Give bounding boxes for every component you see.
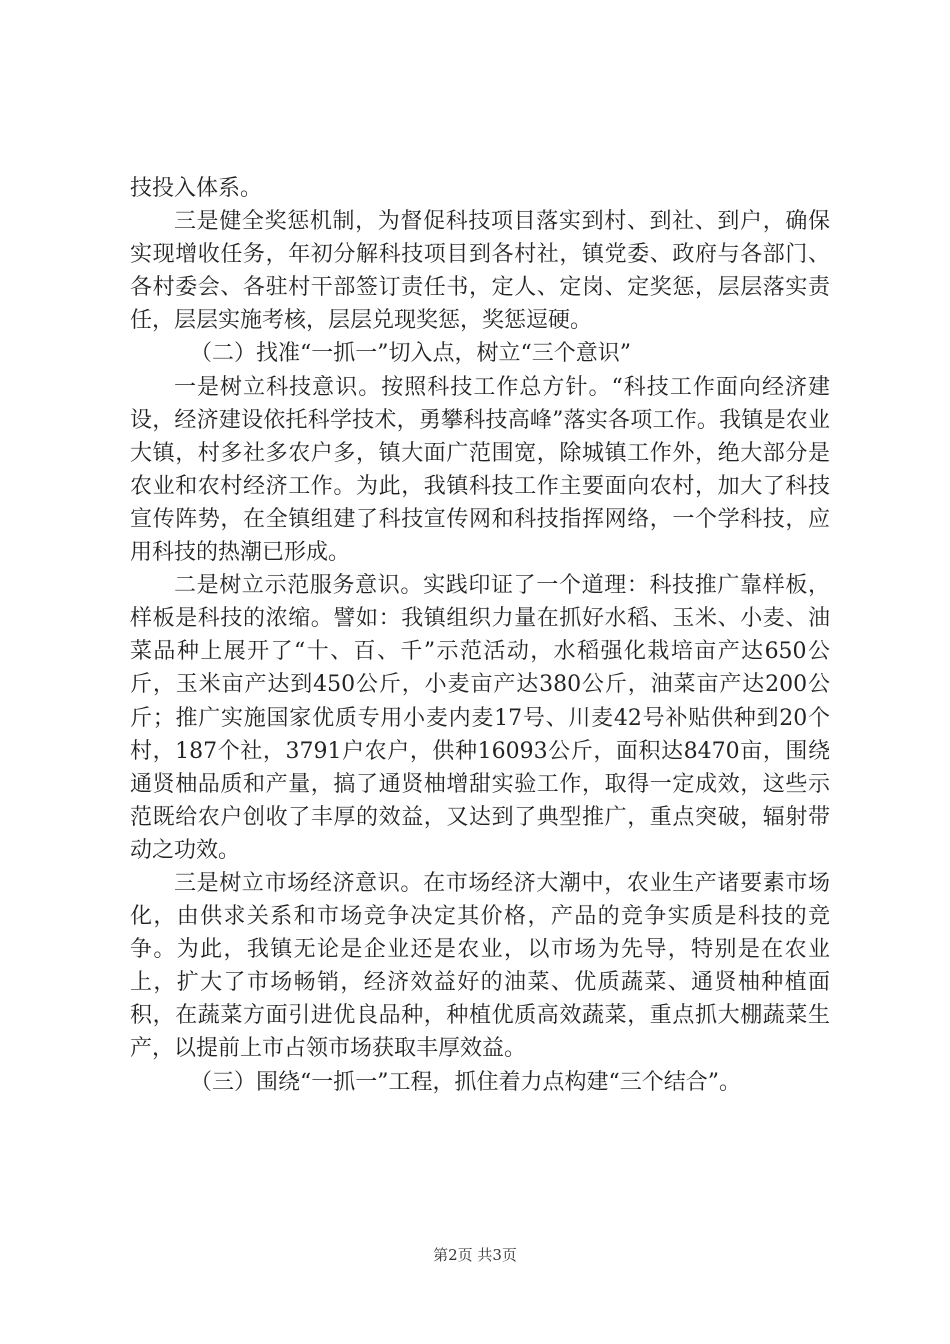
paragraph-market-economy: 三是树立市场经济意识。在市场经济大潮中，农业生产诸要素市场化，由供求关系和市场竞争决定其价格，产品的竞争实质是科技的竞争。为此，我镇无论是企业还是农业，以市场为先导，特别是在农业上，扩大了市场畅销，经济效益好的油菜、优质蔬菜、通贤柚种植面积，在蔬菜方面引进优良品种，种植优质高效蔬菜，重点抓大棚蔬菜生产，以提前上市占领市场获取丰厚效益。 xyxy=(130,870,830,1062)
document-body xyxy=(130,172,830,1099)
page-number-footer: 第2页 共3页 xyxy=(433,1246,517,1264)
section-heading-three: （三）围绕“一抓一”工程，抓住着力点构建“三个结合”。 xyxy=(190,1069,741,1095)
paragraph-tech-awareness: 一是树立科技意识。按照科技工作总方针。“科技工作面向经济建设，经济建设依托科学技术，勇攀科技高峰”落实各项工作。我镇是农业大镇，村多社多农户多，镇大面广范围宽，除城镇工作外，绝大部分是农业和农村经济工作。为此，我镇科技工作主要面向农村，加大了科技宣传阵势，在全镇组建了科技宣传网和科技指挥网络，一个学科技，应用科技的热潮已形成。 xyxy=(130,374,830,566)
paragraph-demonstration-service: 二是树立示范服务意识。实践印证了一个道理：科技推广靠样板，样板是科技的浓缩。譬如：我镇组织力量在抓好水稻、玉米、小麦、油菜品种上展开了“十、百、千”示范活动，水稻强化栽培亩产达650公斤，玉米亩产达到450公斤，小麦亩产达380公斤，油菜亩产达200公斤；推广实施国家优质专用小麦内麦17号、川麦42号补贴供种到20个村，187个社，3791户农户，供种16093公斤，面积达8470亩，围绕通贤柚品质和产量，搞了通贤柚增甜实验工作，取得一定成效，这些示范既给农户创收了丰厚的效益，又达到了典型推广，重点突破，辐射带动之功效。 xyxy=(130,573,830,863)
paragraph-continuation: 技投入体系。 xyxy=(130,176,263,201)
paragraph-reward-punishment: 三是健全奖惩机制，为督促科技项目落实到村、到社、到户，确保实现增收任务，年初分解科技项目到各村社，镇党委、政府与各部门、各村委会、各驻村干部签订责任书，定人、定岗、定奖惩，层层落实责任，层层实施考核，层层兑现奖惩，奖惩逗硬。 xyxy=(130,209,830,334)
section-heading-two: （二）找准“一抓一”切入点，树立“三个意识” xyxy=(190,341,631,367)
